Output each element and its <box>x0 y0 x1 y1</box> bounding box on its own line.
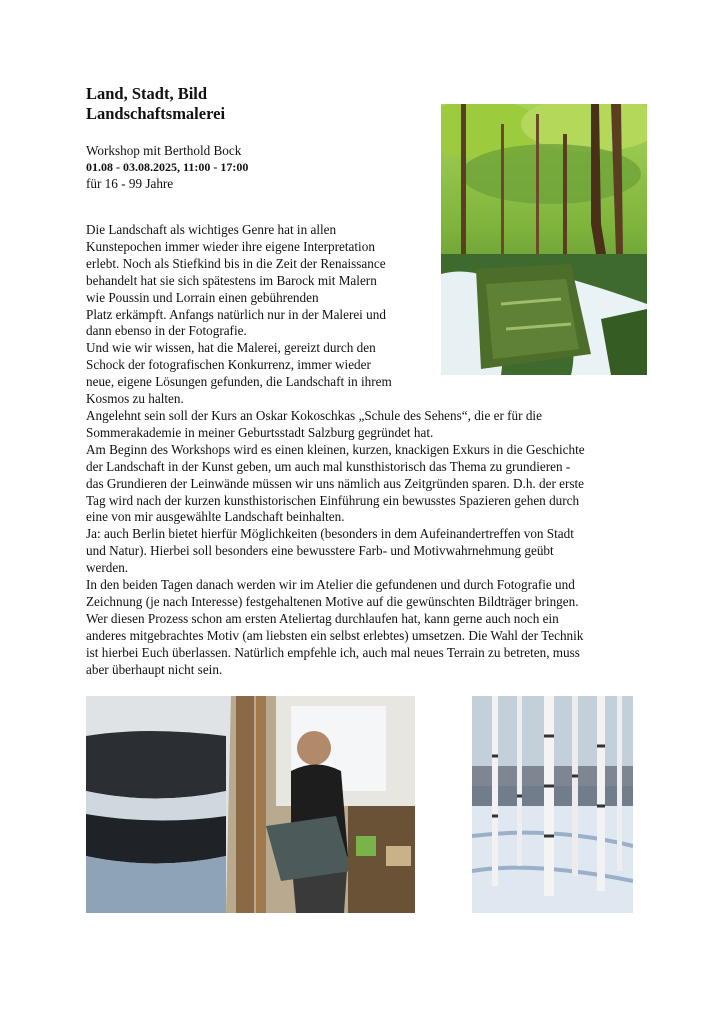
text-line: neue, eigene Lösungen gefunden, die Landschaft in ihrem <box>86 374 392 390</box>
text-line: wie Poussin und Lorrain einen gebührenden <box>86 289 319 305</box>
text-line: Wer diesen Prozess schon am ersten Ateliertag durchlaufen hat, kann gerne auch noch ein <box>86 610 559 626</box>
text-line: dann ebenso in der Fotografie. <box>86 323 247 339</box>
workshop-host: Workshop mit Berthold Bock <box>86 143 242 158</box>
text-line: Platz erkämpft. Anfangs natürlich nur in der Malerei und <box>86 306 386 322</box>
text-line: ist hierbei Euch überlassen. Natürlich empfehle ich, auch mal neues Terrain zu betreten, muss <box>86 644 580 660</box>
text-line: Ja: auch Berlin bietet hierfür Möglichkeiten (besonders in dem Aufeinandertreffen von Stadt <box>86 526 574 542</box>
page-title <box>86 84 225 124</box>
text-line: Und wie wir wissen, hat die Malerei, gereizt durch den <box>86 340 376 356</box>
text-line: eine von mir ausgewählte Landschaft beinhalten. <box>86 509 345 525</box>
workshop-dates: 01.08 - 03.08.2025, 11:00 - 17:00 <box>86 160 249 174</box>
text-line: behandelt hat sie sich spätestens im Barock mit Malern <box>86 272 377 288</box>
intro-paragraph <box>86 222 436 408</box>
text-line: erlebt. Noch als Stiefkind bis in die Zeit der Renaissance <box>86 255 386 271</box>
text-line: In den beiden Tagen danach werden wir im Atelier die gefundenen und durch Fotografie und <box>86 577 575 593</box>
text-line: Angelehnt sein soll der Kurs an Oskar Kokoschkas „Schule des Sehens“, die er für die <box>86 408 542 423</box>
age-range: für 16 - 99 Jahre <box>86 176 174 191</box>
text-line: Zeichnung (je nach Interesse) festgehaltenen Motive auf die gewünschten Bildträger bringen. <box>86 593 579 609</box>
text-line: Die Landschaft als wichtiges Genre hat in allen <box>86 222 337 237</box>
text-line: werden. <box>86 560 129 576</box>
text-line: der Landschaft in der Kunst geben, um auch mal kunsthistorisch das Thema zu grundieren - <box>86 458 571 474</box>
text-line: Am Beginn des Workshops wird es einen kleinen, kurzen, knackigen Exkurs in die Geschichte <box>86 441 585 457</box>
text-line: Kunstepochen immer wieder ihre eigene Interpretation <box>86 238 375 254</box>
text-line: Sommerakademie in meiner Geburtsstadt Salzburg gegründet hat. <box>86 424 434 440</box>
text-line: Tag wird nach der kurzen kunsthistorischen Einführung ein bewusstes Spazieren gehen durch <box>86 492 580 508</box>
text-line: anderes mitgebrachtes Motiv (am liebsten ein selbst erlebtes) umsetzen. Die Wahl der Technik <box>86 627 584 643</box>
title-line-2: Landschaftsmalerei <box>86 104 226 123</box>
text-line: das Grundieren der Leinwände müssen wir uns nämlich aus Zeitgründen sparen. D.h. der erste <box>86 475 585 491</box>
text-line: und Natur). Hierbei soll besonders eine bewusstere Farb- und Motivwahrnehmung geübt <box>86 543 554 559</box>
text-line: Kosmos zu halten. <box>86 391 184 407</box>
text-line: aber überhaupt nicht sein. <box>86 661 223 677</box>
main-paragraph <box>86 408 646 679</box>
forest-painting-image <box>441 104 647 375</box>
title-line-1: Land, Stadt, Bild <box>86 84 208 103</box>
artist-studio-photo <box>86 696 415 913</box>
birch-winter-painting-image <box>472 696 633 913</box>
text-line: Schock der fotografischen Konkurrenz, immer wieder <box>86 357 371 373</box>
